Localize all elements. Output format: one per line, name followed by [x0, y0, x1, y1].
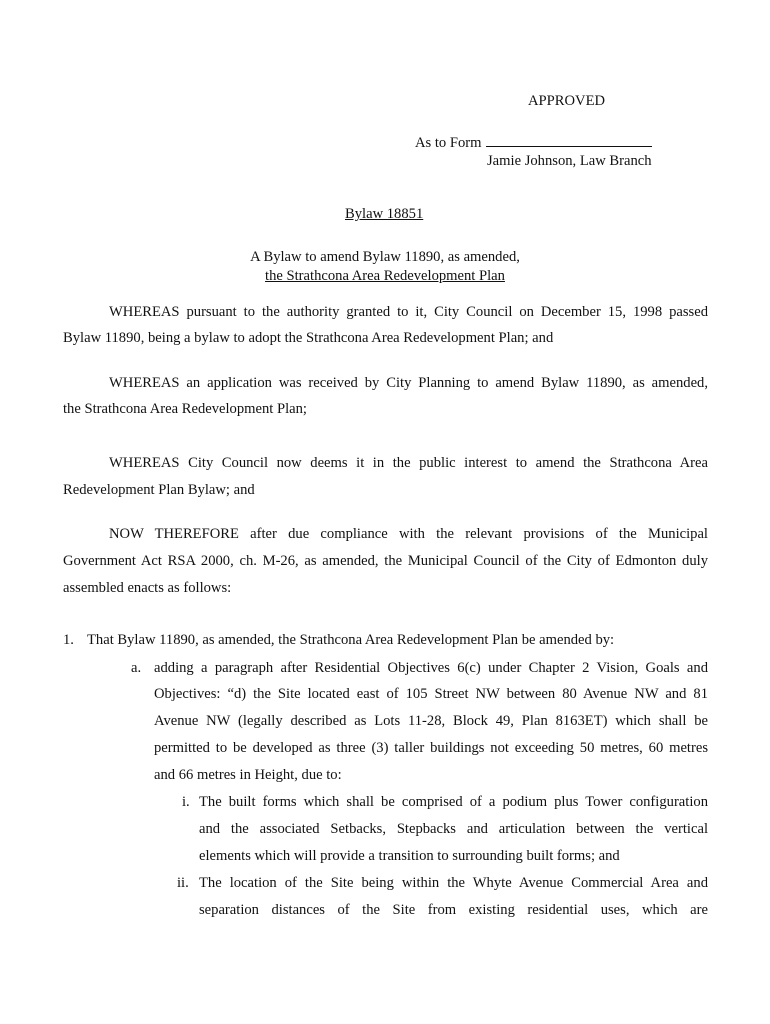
item-a-line-1: adding a paragraph after Residential Objectives 6(c) under Chapter 2 Vision, Goals and	[154, 660, 708, 676]
item-i-line-1: The built forms which shall be comprised of a podium plus Tower configuration	[199, 794, 708, 810]
item-ii-line-2: separation distances of the Site from existing residential uses, which are	[199, 902, 708, 918]
now-therefore-line-2: Government Act RSA 2000, ch. M-26, as amended, the Municipal Council of the City of Edmonton duly	[63, 553, 708, 569]
item-1-text: That Bylaw 11890, as amended, the Strathcona Area Redevelopment Plan be amended by:	[87, 632, 615, 648]
item-a-number: a.	[131, 660, 142, 676]
now-therefore-line-3: assembled enacts as follows:	[63, 580, 232, 596]
whereas-2-line-2: the Strathcona Area Redevelopment Plan;	[63, 401, 307, 417]
as-to-form-label: As to Form	[415, 135, 482, 151]
whereas-3-line-1: WHEREAS City Council now deems it in the public interest to amend the Strathcona Area	[109, 455, 708, 471]
item-a-line-5: and 66 metres in Height, due to:	[154, 767, 342, 783]
whereas-3-line-2: Redevelopment Plan Bylaw; and	[63, 482, 255, 498]
item-i-number: i.	[182, 794, 190, 810]
whereas-1-line-1: WHEREAS pursuant to the authority granted to it, City Council on December 15, 1998 passed	[109, 304, 708, 320]
now-therefore-line-1: NOW THEREFORE after due compliance with the relevant provisions of the Municipal	[109, 526, 708, 542]
item-1-number: 1.	[63, 632, 74, 648]
whereas-1-line-2: Bylaw 11890, being a bylaw to adopt the Strathcona Area Redevelopment Plan; and	[63, 330, 554, 346]
item-i-line-3: elements which will provide a transition to surrounding built forms; and	[199, 848, 620, 864]
title-line-2-text: the Strathcona Area Redevelopment Plan	[265, 268, 505, 284]
as-to-form-line	[415, 135, 652, 152]
item-a-line-4: permitted to be developed as three (3) taller buildings not exceeding 50 metres, 60 metres	[154, 740, 708, 756]
title-line-2	[0, 268, 770, 285]
title-line-1: A Bylaw to amend Bylaw 11890, as amended,	[250, 249, 520, 265]
item-i-line-2: and the associated Setbacks, Stepbacks and articulation between the vertical	[199, 821, 708, 837]
item-a-line-3: Avenue NW (legally described as Lots 11-28, Block 49, Plan 8163ET) which shall be	[154, 713, 708, 729]
approved-label: APPROVED	[528, 93, 606, 109]
item-a-line-2: Objectives: “d) the Site located east of 105 Street NW between 80 Avenue NW and 81	[154, 686, 708, 702]
signature-blank	[486, 135, 652, 147]
item-ii-line-1: The location of the Site being within the Whyte Avenue Commercial Area and	[199, 875, 708, 891]
bylaw-number: Bylaw 18851	[345, 206, 424, 222]
signatory-name: Jamie Johnson, Law Branch	[487, 153, 652, 169]
whereas-2-line-1: WHEREAS an application was received by City Planning to amend Bylaw 11890, as amended,	[109, 375, 708, 391]
item-ii-number: ii.	[177, 875, 189, 891]
